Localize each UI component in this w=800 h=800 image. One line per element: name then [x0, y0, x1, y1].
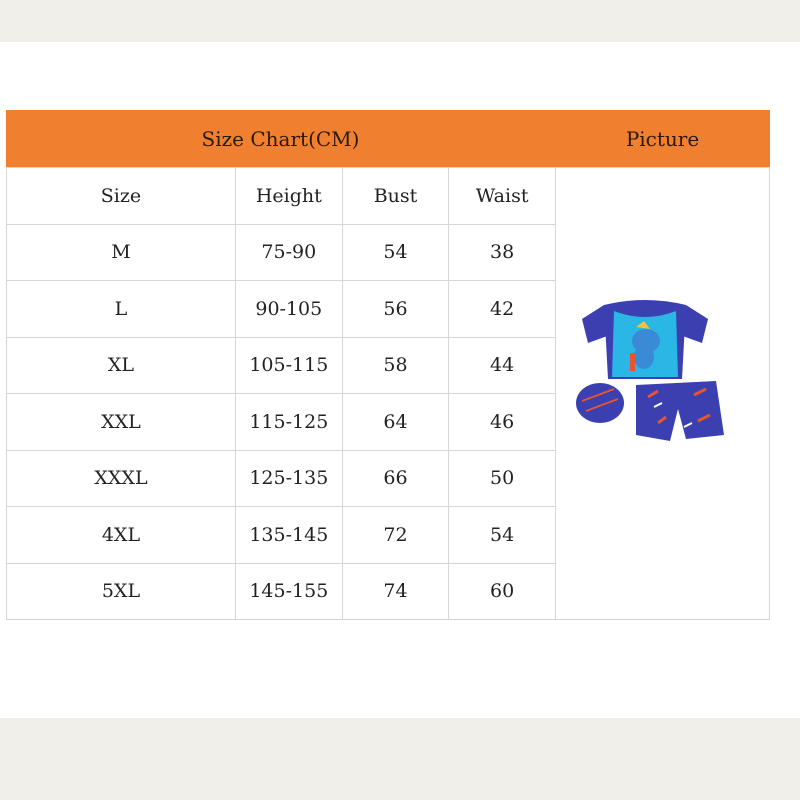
cell-bust: 58 [342, 337, 449, 394]
cell-waist: 46 [449, 394, 556, 451]
cell-bust: 64 [342, 394, 449, 451]
cell-height: 105-115 [235, 337, 342, 394]
cell-size: M [7, 224, 236, 281]
header-bar [6, 110, 770, 167]
swimsuit-set-image [574, 285, 750, 445]
cell-height: 145-155 [235, 563, 342, 620]
col-header-height: Height [235, 168, 342, 225]
cell-size: L [7, 281, 236, 338]
cell-size: XXXL [7, 450, 236, 507]
cell-height: 90-105 [235, 281, 342, 338]
cell-waist: 42 [449, 281, 556, 338]
swim-cap [576, 383, 624, 423]
picture-header: Picture [625, 126, 700, 151]
cell-size: 4XL [7, 507, 236, 564]
cell-bust: 74 [342, 563, 449, 620]
cell-bust: 54 [342, 224, 449, 281]
cell-bust: 56 [342, 281, 449, 338]
picture-cell [555, 168, 769, 620]
cell-waist: 44 [449, 337, 556, 394]
cell-height: 125-135 [235, 450, 342, 507]
cell-size: XL [7, 337, 236, 394]
size-table [6, 167, 770, 620]
cell-height: 75-90 [235, 224, 342, 281]
chart-title: Size Chart(CM) [201, 126, 360, 151]
cell-size: XXL [7, 394, 236, 451]
cell-waist: 60 [449, 563, 556, 620]
cell-height: 115-125 [235, 394, 342, 451]
col-header-waist: Waist [449, 168, 556, 225]
cell-bust: 66 [342, 450, 449, 507]
cell-bust: 72 [342, 507, 449, 564]
col-header-bust: Bust [342, 168, 449, 225]
col-header-size: Size [7, 168, 236, 225]
column-header-row [7, 168, 770, 225]
cell-waist: 38 [449, 224, 556, 281]
cell-height: 135-145 [235, 507, 342, 564]
size-chart [6, 110, 770, 619]
dino-accessory [630, 353, 635, 371]
cell-waist: 54 [449, 507, 556, 564]
cell-waist: 50 [449, 450, 556, 507]
swim-shorts [636, 381, 724, 441]
dino-body [634, 345, 654, 369]
cell-size: 5XL [7, 563, 236, 620]
